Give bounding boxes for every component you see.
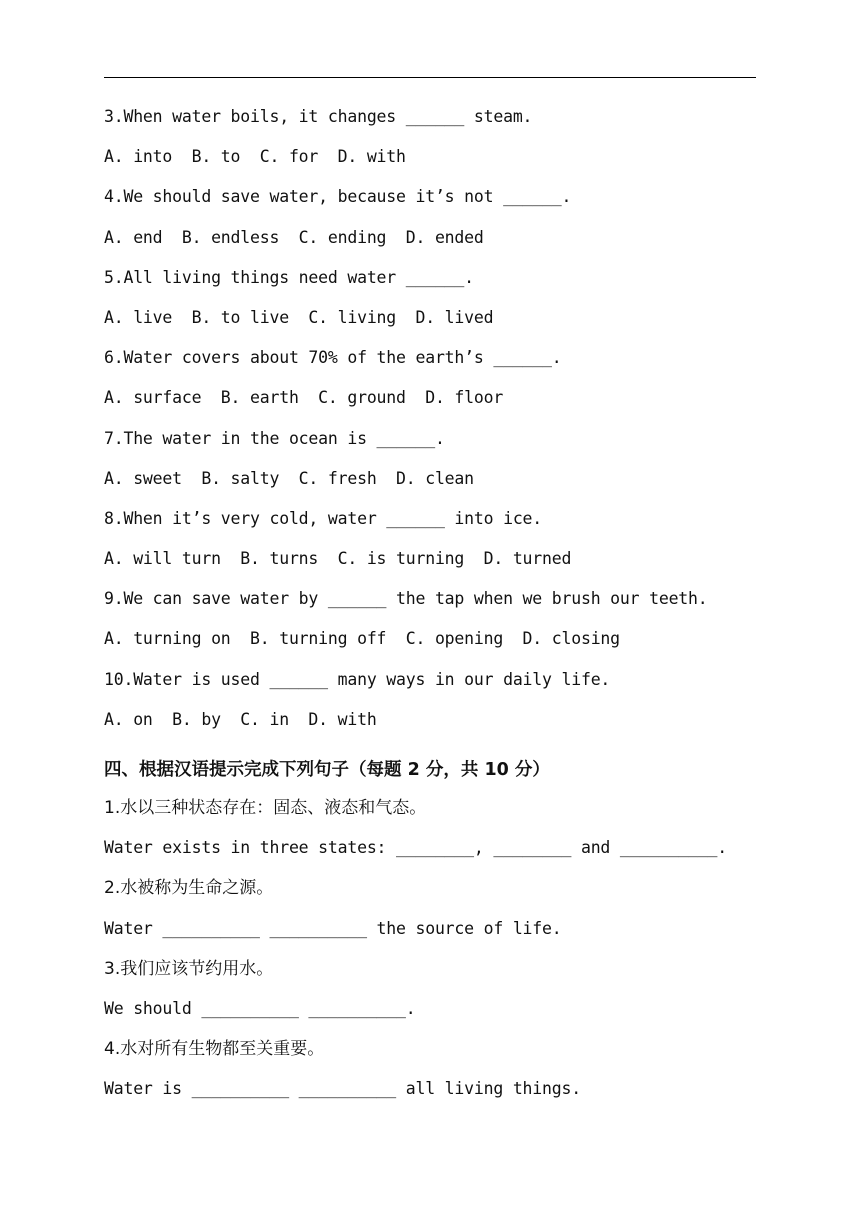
sentence-3-english: We should __________ __________. [104,998,416,1018]
question-10-options: A. on B. by C. in D. with [104,709,377,729]
question-8-options: A. will turn B. turns C. is turning D. turned [104,549,572,569]
sentence-4-chinese: 4.水对所有生物都至关重要。 [104,1039,325,1060]
question-3-stem: 3.When water boils, it changes ______ steam. [104,107,533,126]
sentence-4-english: Water is __________ __________ all living things. [104,1079,581,1099]
question-4-options: A. end B. endless C. ending D. ended [104,227,484,247]
document-content [104,103,784,1116]
sentence-2-english: Water __________ __________ the source of life. [104,918,562,938]
question-8-stem: 8.When it’s very cold, water ______ into ice. [104,508,543,528]
header-rule [104,77,756,78]
question-9-options: A. turning on B. turning off C. opening D. closing [104,629,620,649]
question-3-options: A. into B. to C. for D. with [104,147,406,167]
question-4-stem: 4.We should save water, because it’s not ______. [104,187,572,207]
sentence-3-chinese: 3.我们应该节约用水。 [104,958,274,979]
question-5-stem: 5.All living things need water ______. [104,267,474,287]
question-7-options: A. sweet B. salty C. fresh D. clean [104,468,474,488]
question-6-options: A. surface B. earth C. ground D. floor [104,388,504,408]
sentence-1-english: Water exists in three states: ________, ________ and __________. [104,838,727,858]
question-9-stem: 9.We can save water by ______ the tap when we brush our teeth. [104,589,708,609]
question-7-stem: 7.The water in the ocean is ______. [104,428,445,448]
section-4-heading: 四、根据汉语提示完成下列句子（每题 2 分，共 10 分） [104,760,550,780]
question-6-stem: 6.Water covers about 70% of the earth’s ______. [104,348,562,368]
sentence-2-chinese: 2.水被称为生命之源。 [104,878,274,899]
question-5-options: A. live B. to live C. living D. lived [104,307,494,327]
question-10-stem: 10.Water is used ______ many ways in our daily life. [104,669,611,689]
sentence-1-chinese: 1.水以三种状态存在：固态、液态和气态。 [104,798,427,818]
